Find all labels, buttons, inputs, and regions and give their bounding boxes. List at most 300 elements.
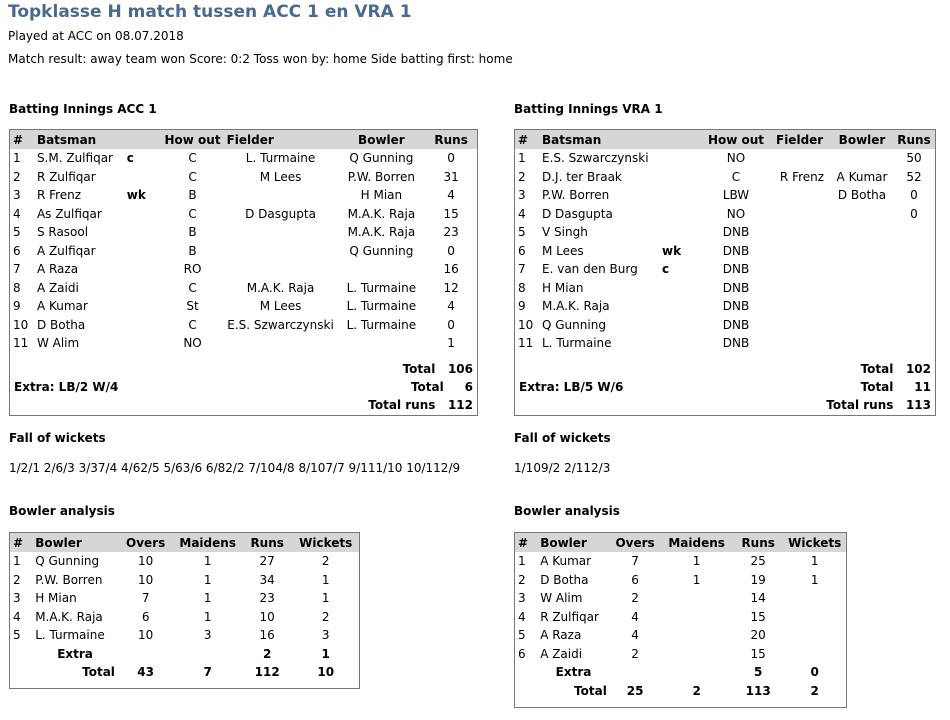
table-row — [10, 316, 477, 335]
wickets — [783, 626, 846, 645]
row-number: 10 — [13, 317, 29, 332]
runs: 20 — [750, 628, 766, 643]
batsman-name: E. van den Burg — [542, 262, 638, 277]
wickets — [783, 645, 846, 664]
overs: 2 — [631, 591, 639, 606]
runs: 4 — [447, 299, 455, 314]
maidens — [660, 663, 733, 682]
how-out: B — [188, 243, 197, 258]
batting-acc-header-cell: Bowler — [338, 130, 426, 149]
batting-acc-extra-total: Total 6 — [410, 380, 473, 394]
runs — [893, 279, 935, 298]
runs — [893, 242, 935, 261]
how-out: DNB — [722, 262, 750, 277]
batting-acc-title: Batting Innings ACC 1 — [9, 102, 157, 116]
maidens: 1 — [203, 554, 212, 569]
bowler: Q Gunning — [349, 151, 414, 166]
runs: 1 — [447, 336, 455, 351]
maidens: 1 — [203, 609, 212, 624]
row-number: 5 — [518, 628, 526, 643]
bowler-name: L. Turmaine — [35, 628, 105, 643]
maidens: 1 — [692, 572, 701, 587]
batsman-name: M Lees — [542, 243, 584, 258]
maidens: 1 — [692, 554, 701, 569]
extra-label: Extra — [57, 646, 93, 661]
runs — [893, 260, 935, 279]
total-wickets: 10 — [317, 665, 335, 680]
batting-vra-table — [514, 129, 936, 416]
runs: 25 — [750, 554, 766, 569]
batsman-name: A Zulfiqar — [36, 243, 96, 258]
table-row — [515, 571, 846, 590]
batting-acc-total: Total 106 — [402, 362, 473, 376]
row-number: 1 — [13, 151, 21, 166]
bowler-name: P.W. Borren — [35, 572, 103, 587]
bowl-vra-table — [514, 532, 847, 708]
runs: 12 — [443, 280, 459, 295]
batsman-name: R Zulfiqar — [36, 169, 96, 184]
row-number: 10 — [518, 317, 534, 332]
total-label: Total — [82, 665, 115, 680]
bowl-header-cell: # — [515, 533, 537, 552]
bowler — [831, 205, 893, 224]
runs: 19 — [750, 572, 766, 587]
how-out: LBW — [722, 188, 750, 203]
wickets: 1 — [321, 572, 330, 587]
runs: 14 — [750, 591, 766, 606]
bowler — [831, 316, 893, 335]
runs: 23 — [259, 591, 275, 606]
batsman-name: H Mian — [542, 280, 584, 295]
maidens: 1 — [203, 591, 212, 606]
fielder: M Lees — [259, 169, 302, 184]
bowler-name: W Alim — [540, 591, 583, 606]
batsman-role — [659, 186, 699, 205]
row-number: 8 — [518, 280, 526, 295]
played-info: Played at ACC on 08.07.2018 — [8, 29, 184, 43]
runs: 16 — [259, 628, 275, 643]
bowler — [831, 279, 893, 298]
table-row — [515, 168, 935, 187]
runs: 15 — [750, 609, 766, 624]
batting-vra-header-cell: How out — [699, 130, 773, 149]
runs — [893, 223, 935, 242]
runs: 10 — [259, 609, 275, 624]
fielder: R Frenz — [779, 169, 825, 184]
table-row — [10, 297, 477, 316]
table-row — [10, 186, 477, 205]
total-runs: 112 — [254, 665, 280, 680]
how-out: St — [186, 299, 199, 314]
row-number: 7 — [518, 262, 526, 277]
table-row — [515, 242, 935, 261]
total-maidens: 2 — [692, 683, 701, 698]
fielder — [224, 223, 338, 242]
row-number: 2 — [518, 169, 526, 184]
batting-acc-header-cell: Runs — [425, 130, 477, 149]
table-row — [515, 316, 935, 335]
fielder — [773, 260, 831, 279]
row-number: 1 — [518, 554, 526, 569]
how-out: DNB — [722, 225, 750, 240]
row-number: 3 — [518, 591, 526, 606]
overs: 10 — [138, 628, 154, 643]
bowl-header-cell: Overs — [610, 533, 660, 552]
table-row — [10, 260, 477, 279]
total-label: Total — [574, 683, 607, 698]
total-wickets: 2 — [810, 683, 819, 698]
batsman-name: V Singh — [542, 225, 588, 240]
row-number: 5 — [13, 628, 21, 643]
runs: 0 — [447, 243, 455, 258]
runs: 27 — [259, 554, 275, 569]
fow-acc: 1/2/1 2/6/3 3/37/4 4/62/5 5/63/6 6/82/2 7/104/8 8/107/7 9/111/10 10/112/9 — [9, 461, 461, 475]
batsman-role — [124, 260, 162, 279]
table-row — [515, 645, 846, 664]
row-number: 4 — [518, 609, 526, 624]
runs: 50 — [906, 151, 922, 166]
bowler: L. Turmaine — [346, 317, 417, 332]
table-row — [515, 186, 935, 205]
bowl-header-cell: Bowler — [32, 533, 118, 552]
bowl-header-cell: Maidens — [660, 533, 733, 552]
batting-vra-header-cell — [659, 130, 699, 149]
table-row — [515, 205, 935, 224]
table-row — [515, 608, 846, 627]
batsman-role — [659, 334, 699, 353]
fielder — [224, 260, 338, 279]
batsman-role — [659, 279, 699, 298]
batsman-role — [659, 316, 699, 335]
fielder — [773, 279, 831, 298]
wickets — [783, 589, 846, 608]
runs: 15 — [443, 206, 459, 221]
batsman-role — [124, 205, 162, 224]
bowl-header-cell: Runs — [242, 533, 292, 552]
table-row — [515, 626, 846, 645]
batsman-name: A Kumar — [36, 299, 88, 314]
table-row — [515, 223, 935, 242]
batsman-name: W Alim — [36, 336, 80, 351]
batsman-role: wk — [662, 243, 682, 258]
maidens — [660, 589, 733, 608]
batting-vra-header-cell: Runs — [893, 130, 935, 149]
row-number: 5 — [518, 225, 526, 240]
wickets: 1 — [321, 591, 330, 606]
batsman-name: E.S. Szwarczynski — [542, 151, 649, 166]
batting-vra-total: Total 102 — [860, 362, 931, 376]
runs: 0 — [447, 151, 455, 166]
wickets: 1 — [810, 572, 819, 587]
overs — [610, 663, 660, 682]
overs: 10 — [138, 572, 154, 587]
runs — [893, 316, 935, 335]
batsman-role — [124, 279, 162, 298]
fielder — [773, 205, 831, 224]
table-row — [10, 205, 477, 224]
table-row — [515, 297, 935, 316]
batsman-role — [124, 316, 162, 335]
bowler — [831, 260, 893, 279]
how-out: C — [188, 206, 197, 221]
extra-row — [10, 645, 359, 664]
batsman-name: Q Gunning — [542, 317, 606, 332]
how-out: DNB — [722, 299, 750, 314]
overs: 7 — [631, 554, 639, 569]
overs: 7 — [141, 591, 150, 606]
bowl-acc-title: Bowler analysis — [9, 504, 115, 518]
overs: 2 — [631, 646, 639, 661]
maidens: 3 — [203, 628, 212, 643]
batting-vra-title: Batting Innings VRA 1 — [514, 102, 663, 116]
extra-runs: 2 — [263, 646, 272, 661]
fielder: M Lees — [259, 299, 302, 314]
batsman-name: P.W. Borren — [542, 188, 610, 203]
fielder: M.A.K. Raja — [246, 280, 315, 295]
batsman-name: As Zulfiqar — [36, 206, 102, 221]
overs: 6 — [631, 572, 639, 587]
runs: 16 — [443, 262, 459, 277]
bowl-header-cell: Wickets — [783, 533, 846, 552]
row-number: 8 — [13, 280, 21, 295]
maidens — [660, 626, 733, 645]
fielder: D Dasgupta — [245, 206, 316, 221]
fielder — [773, 316, 831, 335]
runs — [893, 334, 935, 353]
table-row — [10, 242, 477, 261]
fielder — [224, 334, 338, 353]
row-number: 11 — [518, 336, 534, 351]
bowler — [831, 242, 893, 261]
table-row — [10, 334, 477, 353]
how-out: NO — [726, 206, 746, 221]
fielder — [773, 334, 831, 353]
wickets: 1 — [810, 554, 819, 569]
row-number — [10, 663, 32, 682]
bowler — [831, 297, 893, 316]
row-number — [515, 663, 537, 682]
wickets: 2 — [321, 554, 330, 569]
row-number: 2 — [13, 572, 21, 587]
batsman-name: D Dasgupta — [542, 206, 613, 221]
how-out: DNB — [722, 336, 750, 351]
row-number: 4 — [13, 206, 21, 221]
extra-wickets: 1 — [321, 646, 330, 661]
row-number: 3 — [13, 591, 21, 606]
how-out: C — [188, 317, 197, 332]
bowler: L. Turmaine — [346, 299, 417, 314]
match-result: Match result: away team won Score: 0:2 Toss won by: home Side batting first: home — [8, 52, 513, 66]
bowler: D Botha — [837, 188, 887, 203]
table-row — [10, 223, 477, 242]
runs: 52 — [906, 169, 922, 184]
bowl-header-cell: Runs — [733, 533, 783, 552]
maidens: 1 — [203, 572, 212, 587]
fielder: E.S. Szwarczynski — [227, 317, 334, 332]
bowler — [338, 260, 426, 279]
row-number: 6 — [13, 243, 21, 258]
bowler: A Kumar — [836, 169, 888, 184]
bowl-acc-table — [9, 532, 360, 689]
batsman-name: D.J. ter Braak — [542, 169, 622, 184]
batsman-name: S Rasool — [36, 225, 89, 240]
row-number: 1 — [13, 554, 21, 569]
batsman-role — [124, 334, 162, 353]
batsman-role — [124, 242, 162, 261]
how-out: RO — [183, 262, 202, 277]
how-out: DNB — [722, 317, 750, 332]
fielder — [773, 186, 831, 205]
maidens — [173, 645, 242, 664]
row-number: 3 — [518, 188, 526, 203]
total-maidens: 7 — [203, 665, 212, 680]
table-row — [515, 552, 846, 571]
batsman-name: L. Turmaine — [542, 336, 612, 351]
table-row — [10, 571, 359, 590]
bowler: Q Gunning — [349, 243, 414, 258]
bowler: P.W. Borren — [347, 169, 415, 184]
how-out: C — [188, 169, 197, 184]
how-out: DNB — [722, 280, 750, 295]
fow-acc-title: Fall of wickets — [9, 431, 106, 445]
batting-acc-extras: Extra: LB/2 W/4 — [14, 380, 119, 394]
bowl-header-cell: Overs — [118, 533, 173, 552]
bowler-name: M.A.K. Raja — [35, 609, 103, 624]
runs: 0 — [447, 317, 455, 332]
total-overs: 25 — [626, 683, 644, 698]
batting-acc-header-cell: How out — [161, 130, 223, 149]
batsman-name: D Botha — [36, 317, 86, 332]
runs: 34 — [259, 572, 275, 587]
batting-vra-header-cell: # — [515, 130, 539, 149]
overs — [118, 645, 173, 664]
page-title: Topklasse H match tussen ACC 1 en VRA 1 — [8, 2, 412, 22]
row-number: 9 — [13, 299, 21, 314]
batting-vra-extra-total: Total 11 — [860, 380, 931, 394]
runs: 23 — [443, 225, 459, 240]
overs: 4 — [631, 628, 639, 643]
runs: 0 — [910, 206, 918, 221]
bowl-header-cell: Maidens — [173, 533, 242, 552]
total-overs: 43 — [137, 665, 154, 680]
bowler: H Mian — [360, 188, 403, 203]
fielder — [773, 223, 831, 242]
fielder — [224, 186, 338, 205]
table-row — [10, 626, 359, 645]
row-number: 7 — [13, 262, 21, 277]
bowler-name: A Zaidi — [540, 646, 583, 661]
fielder: L. Turmaine — [245, 151, 316, 166]
bowler-name: A Raza — [540, 628, 582, 643]
fow-vra-title: Fall of wickets — [514, 431, 611, 445]
fielder — [773, 149, 831, 168]
table-row — [515, 149, 935, 168]
row-number: 4 — [13, 609, 21, 624]
batting-vra-header-cell: Batsman — [539, 130, 659, 149]
table-row — [10, 279, 477, 298]
row-number: 4 — [518, 206, 526, 221]
batsman-role — [124, 223, 162, 242]
fielder — [224, 242, 338, 261]
table-row — [10, 589, 359, 608]
bowler — [338, 334, 426, 353]
wickets — [783, 608, 846, 627]
maidens — [660, 608, 733, 627]
batsman-name: A Zaidi — [36, 280, 79, 295]
bowler-name: H Mian — [35, 591, 77, 606]
bowl-header-cell: Wickets — [292, 533, 359, 552]
row-number: 11 — [13, 336, 29, 351]
total-row — [10, 663, 359, 682]
bowler — [831, 149, 893, 168]
row-number: 3 — [13, 188, 21, 203]
batting-vra-total-runs: Total runs 113 — [826, 398, 931, 412]
batsman-role: c — [126, 151, 134, 166]
table-row — [515, 334, 935, 353]
fow-vra: 1/109/2 2/112/3 — [514, 461, 611, 475]
total-runs: 113 — [745, 683, 771, 698]
extra-label: Extra — [555, 665, 592, 680]
how-out: C — [188, 280, 197, 295]
overs: 4 — [631, 609, 639, 624]
bowler-name: Q Gunning — [35, 554, 100, 569]
table-row — [515, 279, 935, 298]
table-row — [10, 149, 477, 168]
how-out: B — [188, 188, 197, 203]
batsman-role — [659, 205, 699, 224]
batting-acc-header-cell — [124, 130, 162, 149]
how-out: DNB — [722, 243, 750, 258]
row-number: 5 — [13, 225, 21, 240]
how-out: NO — [726, 151, 746, 166]
batsman-name: R Frenz — [36, 188, 82, 203]
row-number: 2 — [518, 572, 526, 587]
runs: 4 — [447, 188, 455, 203]
extra-wickets: 0 — [810, 665, 819, 680]
extra-row — [515, 663, 846, 682]
total-row — [515, 682, 846, 701]
batsman-role — [659, 149, 699, 168]
wickets: 3 — [321, 628, 330, 643]
bowl-header-cell: # — [10, 533, 32, 552]
row-number: 1 — [518, 151, 526, 166]
table-row — [515, 260, 935, 279]
overs: 10 — [138, 554, 154, 569]
row-number — [10, 645, 32, 664]
batting-vra-extras: Extra: LB/5 W/6 — [519, 380, 624, 394]
runs: 15 — [750, 646, 766, 661]
bowler — [831, 223, 893, 242]
batting-acc-header-cell: # — [10, 130, 34, 149]
bowler-name: R Zulfiqar — [540, 609, 599, 624]
table-row — [10, 552, 359, 571]
table-row — [10, 168, 477, 187]
row-number: 6 — [518, 243, 526, 258]
maidens — [660, 645, 733, 664]
batsman-role: c — [662, 262, 670, 277]
batting-acc-table — [9, 129, 478, 416]
batsman-role — [659, 223, 699, 242]
batting-acc-header-cell: Fielder — [224, 130, 338, 149]
bowl-header-cell: Bowler — [537, 533, 610, 552]
bowler: M.A.K. Raja — [347, 206, 416, 221]
table-row — [515, 589, 846, 608]
bowler — [831, 334, 893, 353]
batsman-role — [124, 168, 162, 187]
runs: 31 — [443, 169, 459, 184]
how-out: B — [188, 225, 197, 240]
batting-vra-header-cell: Bowler — [831, 130, 893, 149]
